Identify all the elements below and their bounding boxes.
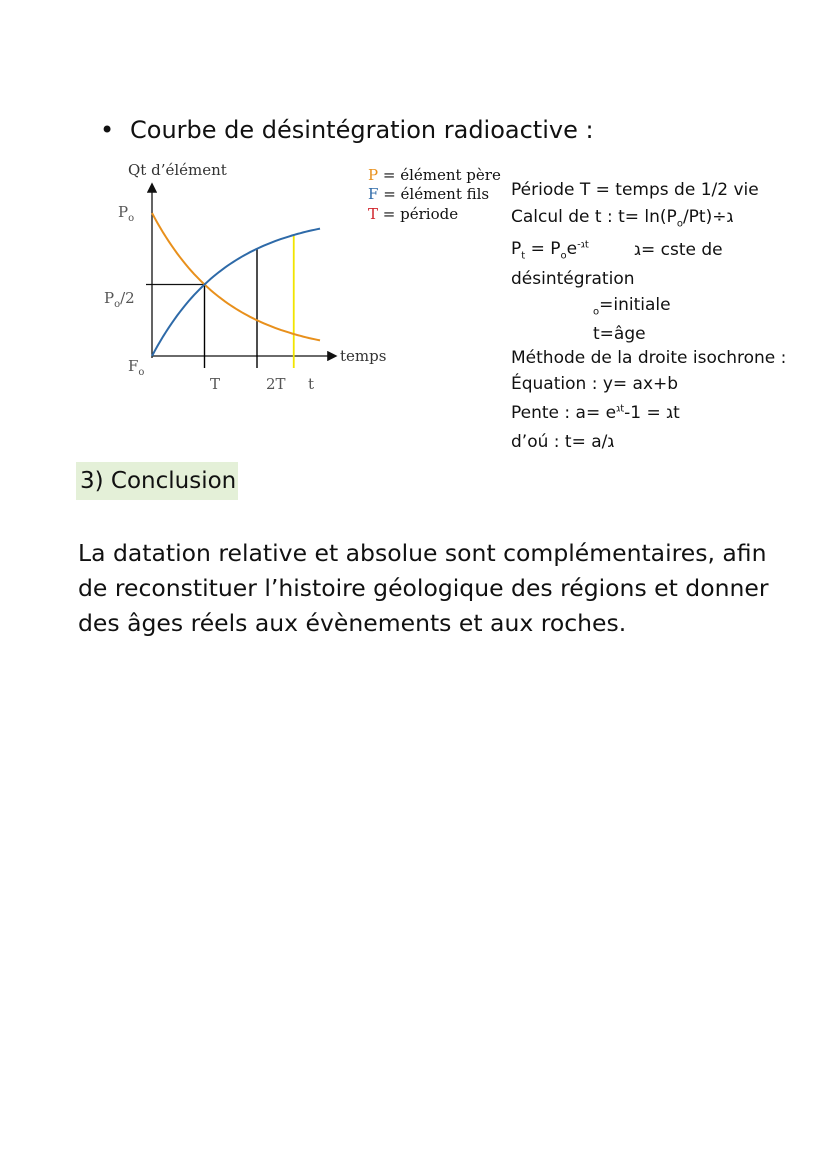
xtick-t: t bbox=[308, 375, 315, 393]
y-axis-label: Qt d’élément bbox=[128, 161, 227, 179]
bullet: • bbox=[100, 116, 115, 144]
note-desintegration: désintégration bbox=[511, 269, 635, 289]
note-pente: Pente : $a= e^{גt}-1$ = גt bbox=[511, 403, 680, 423]
note-age: t=âge bbox=[593, 324, 646, 344]
xtick-T: T bbox=[210, 375, 221, 393]
legend-item-f: F = élément fils bbox=[368, 185, 490, 203]
note-period: Période T = temps de 1/2 vie bbox=[511, 180, 759, 200]
note-calcul: Calcul de t : $t= \ln(P_o/Pt)\div ג$ bbox=[511, 207, 734, 230]
conclusion-title: 3) Conclusion bbox=[76, 462, 238, 500]
section-heading: Courbe de désintégration radioactive : bbox=[130, 116, 594, 144]
x-axis-label: temps bbox=[340, 347, 387, 365]
note-equation: Équation : y= ax+b bbox=[511, 374, 679, 394]
series-line-pere bbox=[152, 213, 320, 340]
legend-item-p: P = élément père bbox=[368, 166, 501, 184]
conclusion-text: La datation relative et absolue sont complémentaires, afin de reconstituer l’histoire géologique des régions et donner des âges réels aux évènements et aux roches. bbox=[78, 539, 769, 637]
ytick-p0: $P_o$ bbox=[118, 203, 135, 224]
legend-item-t: T = période bbox=[368, 205, 459, 223]
xtick-2T: 2T bbox=[266, 375, 286, 393]
ytick-p0-half: $P_o/2$ bbox=[104, 289, 135, 310]
series-line-fils bbox=[152, 229, 320, 356]
note-doù: d’oú : t= a/ג bbox=[511, 432, 615, 452]
note-initiale: $_o$=initiale bbox=[593, 295, 671, 318]
note-formula: $P_t = P_oe^{-גt}$ bbox=[511, 239, 589, 262]
note-isochrone: Méthode de la droite isochrone : bbox=[511, 348, 787, 368]
ytick-f0: $F_o$ bbox=[128, 357, 145, 378]
note-lambda: ג= cste de bbox=[634, 240, 723, 260]
